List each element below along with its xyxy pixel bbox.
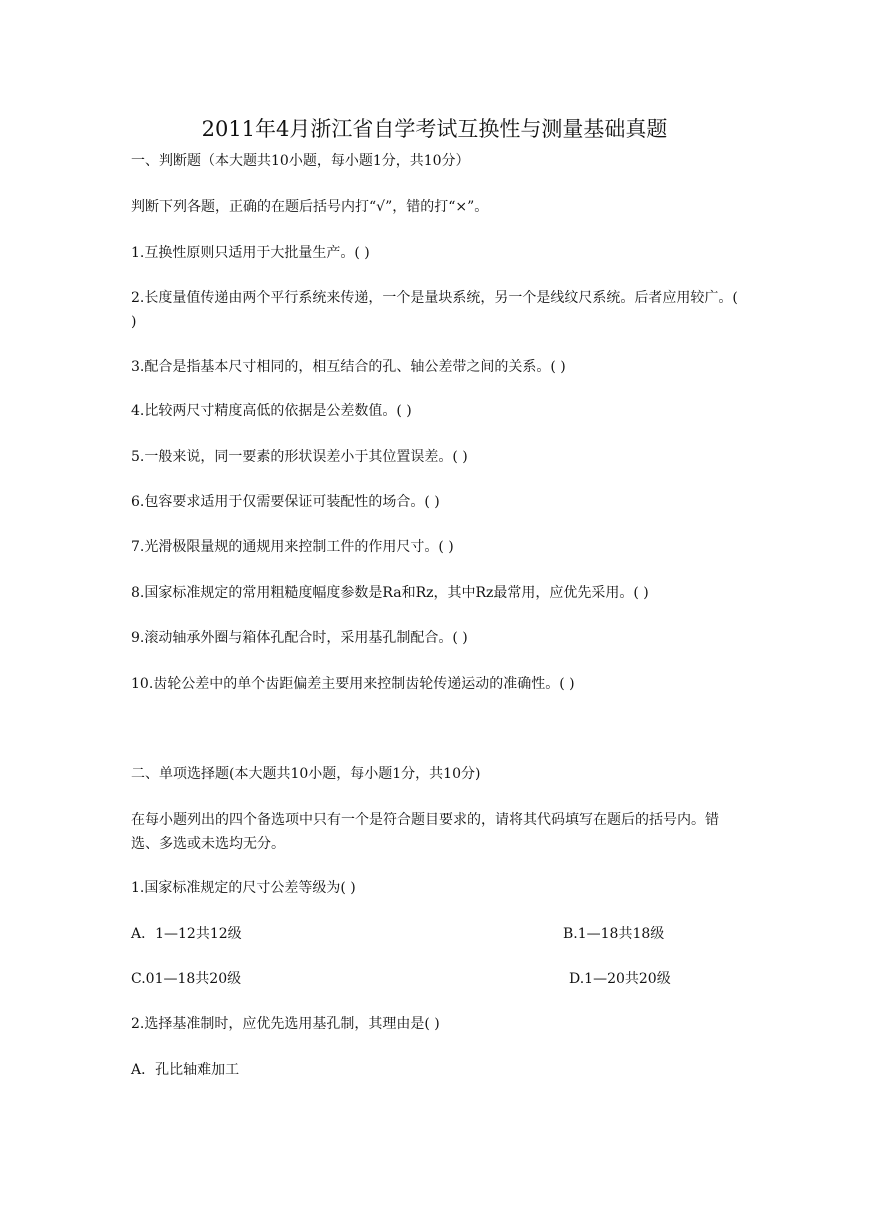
q1-stem: 1.国家标准规定的尺寸公差等级为( ) bbox=[131, 880, 356, 896]
q1-option-d: D.1—20共20级 bbox=[569, 971, 671, 987]
question-item: 5.一般来说，同一要素的形状误差小于其位置误差。( ) bbox=[131, 449, 468, 465]
q1-option-b: B.1—18共18级 bbox=[563, 926, 665, 942]
section1-heading: 一、判断题（本大题共10小题，每小题1分，共10分） bbox=[131, 153, 470, 169]
q1-option-a: A．1—12共12级 bbox=[131, 926, 242, 942]
question-item: 9.滚动轴承外圈与箱体孔配合时，采用基孔制配合。( ) bbox=[131, 630, 468, 646]
section2-heading: 二、单项选择题(本大题共10小题，每小题1分，共10分) bbox=[131, 766, 481, 782]
question-item: 4.比较两尺寸精度高低的依据是公差数值。( ) bbox=[131, 403, 412, 419]
section2-instruction: 在每小题列出的四个备选项中只有一个是符合题目要求的，请将其代码填写在题后的括号内。错选、多选或未选均无分。 bbox=[131, 812, 719, 852]
q1-option-c: C.01—18共20级 bbox=[131, 971, 242, 987]
question-item: 2.长度量值传递由两个平行系统来传递，一个是量块系统，另一个是线纹尺系统。后者应用较广。( ) bbox=[131, 290, 738, 330]
question-item: 1.互换性原则只适用于大批量生产。( ) bbox=[131, 245, 370, 261]
q2-option-a: A．孔比轴难加工 bbox=[131, 1062, 240, 1078]
section1-instruction: 判断下列各题，正确的在题后括号内打“√”，错的打“×”。 bbox=[131, 199, 489, 215]
page-title: 2011年4月浙江省自学考试互换性与测量基础真题 bbox=[201, 117, 668, 141]
question-item: 3.配合是指基本尺寸相同的，相互结合的孔、轴公差带之间的关系。( ) bbox=[131, 359, 566, 375]
question-item: 10.齿轮公差中的单个齿距偏差主要用来控制齿轮传递运动的准确性。( ) bbox=[131, 676, 575, 692]
q2-stem: 2.选择基准制时，应优先选用基孔制，其理由是( ) bbox=[131, 1016, 440, 1032]
question-item: 6.包容要求适用于仅需要保证可装配性的场合。( ) bbox=[131, 494, 440, 510]
question-item: 7.光滑极限量规的通规用来控制工件的作用尺寸。( ) bbox=[131, 539, 454, 555]
question-item: 8.国家标准规定的常用粗糙度幅度参数是Ra和Rz，其中Rz最常用，应优先采用。( ) bbox=[131, 585, 649, 601]
